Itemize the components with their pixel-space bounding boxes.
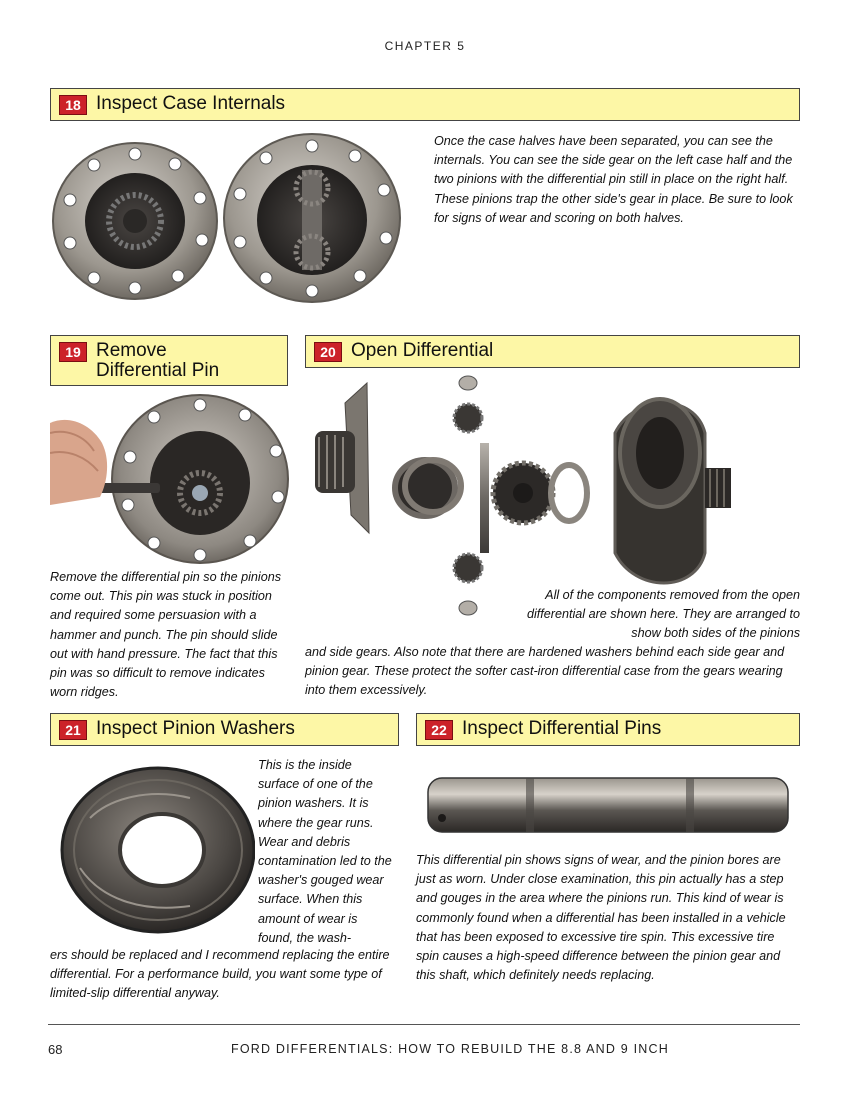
remove-pin-photo	[50, 393, 292, 565]
book-title: FORD DIFFERENTIALS: HOW TO REBUILD THE 8.8 AND 9 INCH	[231, 1042, 669, 1056]
section-22-title: Inspect Differential Pins	[462, 718, 662, 739]
section-18-number: 18	[59, 95, 87, 115]
section-19-header	[50, 335, 288, 386]
section-20-text-indent: All of the components removed from the open differential are shown here. They are arranged to show both sides of the pinions	[526, 588, 800, 641]
section-19-number: 19	[59, 342, 87, 362]
page-number: 68	[48, 1042, 63, 1057]
section-19-title	[96, 341, 219, 381]
section-21-title: Inspect Pinion Washers	[96, 718, 295, 739]
footer-rule	[48, 1024, 800, 1025]
section-22-number: 22	[425, 720, 453, 740]
section-21-header	[50, 713, 399, 746]
section-19-title-line2: Differential Pin	[96, 360, 220, 381]
section-18-header	[50, 88, 800, 121]
pinion-washer-photo	[50, 758, 255, 938]
case-halves-photo	[50, 128, 420, 308]
section-20-header	[305, 335, 800, 368]
section-22-text: This differential pin shows signs of wear, and the pinion bores are just as worn. Under close examination, this pin actually has a step and gouges in the area where the pinions run. This kind of wear is commonly found when a differential has been installed in a vehicle that has been exposed to excessive tire spin. This excessive tire spin causes a high-speed difference between the pinion gear and this shaft, which definitely needs replacing.	[416, 853, 786, 983]
chapter-label: CHAPTER 5	[384, 39, 466, 53]
section-20-number: 20	[314, 342, 342, 362]
section-18-text: Once the case halves have been separated, you can see the internals. You can see the side gear on the left case half and the two pinions with the differential pin still in place on the right half. These pinions trap the other side's gear in place. Be sure to look for signs of wear and scoring on both halves.	[434, 134, 793, 225]
section-18-title: Inspect Case Internals	[96, 93, 286, 114]
differential-pin-photo	[416, 768, 800, 840]
section-19-text: Remove the differential pin so the pinions come out. This pin was stuck in position and required some persuasion with a hammer and punch. The pin should slide out with hand pressure. The fact that this pin was so difficult to remove indicates worn ridges.	[50, 570, 282, 700]
section-21-text: ers should be replaced and I recommend replacing the entire differential. For a performance build, you want some type of limited-slip differential anyway.	[50, 948, 390, 1001]
section-21-text-side: This is the inside surface of one of the pinion washers. It is where the gear runs. Wear and debris contamination led to the washer's gouged wear surface. When this amount of wear is found, the wash-	[258, 758, 392, 945]
section-21-number: 21	[59, 720, 87, 740]
section-22-header	[416, 713, 800, 746]
section-20-title: Open Differential	[351, 340, 494, 361]
section-20-text: and side gears. Also note that there are hardened washers behind each side gear and pinion gear. These protect the softer cast-iron differential case from the gears wearing into them excessively.	[305, 645, 785, 698]
section-19-title-line1: Remove	[96, 340, 167, 361]
